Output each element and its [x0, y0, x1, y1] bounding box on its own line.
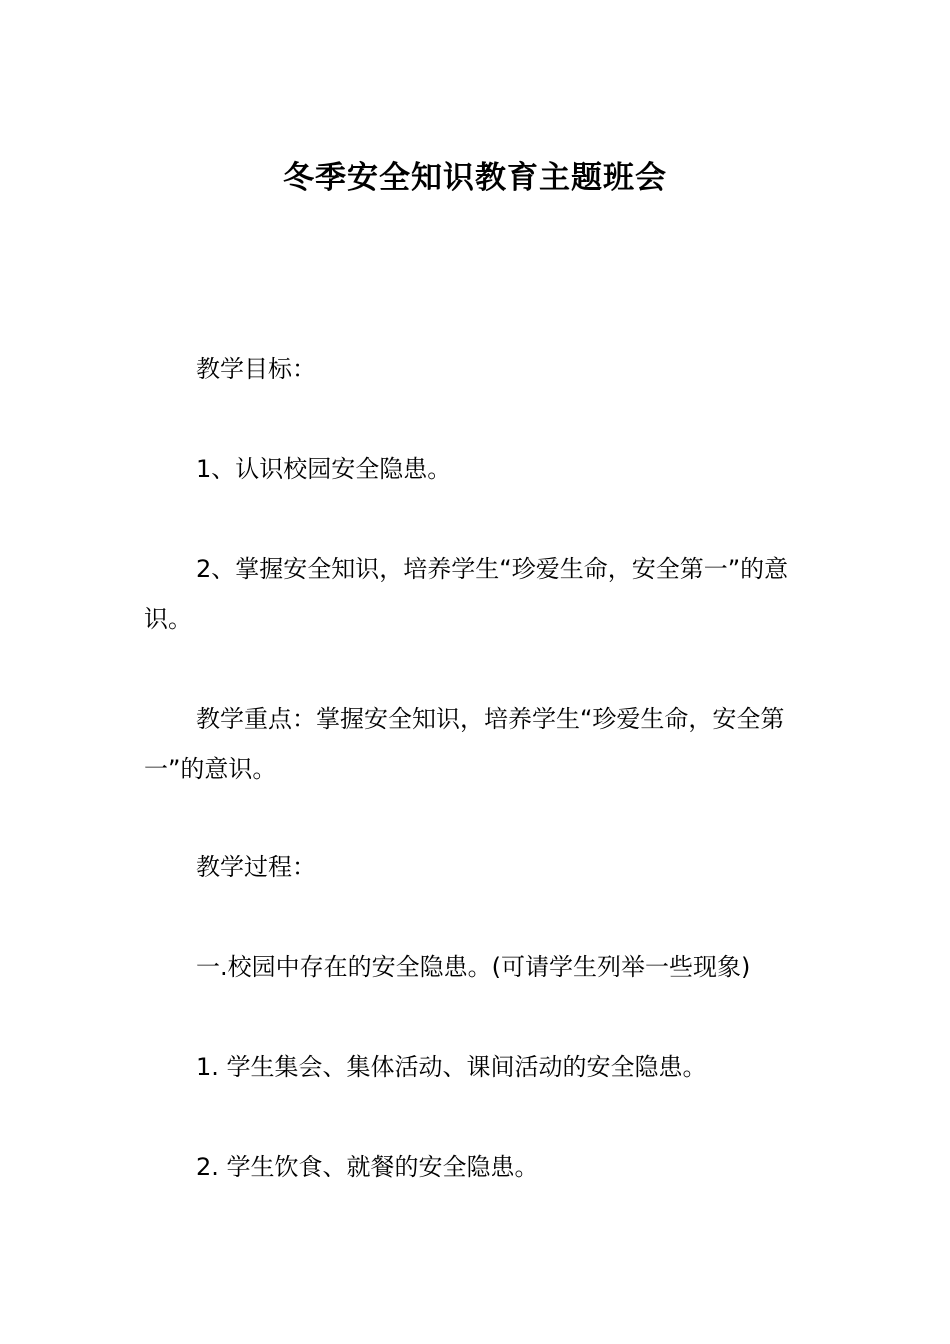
- paragraph-item-1: 1. 学生集会、集体活动、课间活动的安全隐患。: [196, 1053, 707, 1081]
- paragraph-teaching-focus: 教学重点：掌握安全知识，培养学生“珍爱生命，安全第一”的意识。: [144, 705, 785, 783]
- paragraph-item-2: 2. 学生饮食、就餐的安全隐患。: [196, 1153, 539, 1181]
- paragraph-teaching-process-heading: 教学过程：: [196, 853, 316, 881]
- document-title: 冬季安全知识教育主题班会: [283, 160, 667, 196]
- paragraph-section-one: 一.校园中存在的安全隐患。(可请学生列举一些现象): [196, 953, 751, 981]
- paragraph-goal-2: 2、掌握安全知识，培养学生“珍爱生命，安全第一”的意识。: [144, 555, 789, 633]
- paragraph-goal-1: 1、认识校园安全隐患。: [196, 455, 452, 483]
- paragraph-teaching-goals-heading: 教学目标：: [196, 355, 316, 383]
